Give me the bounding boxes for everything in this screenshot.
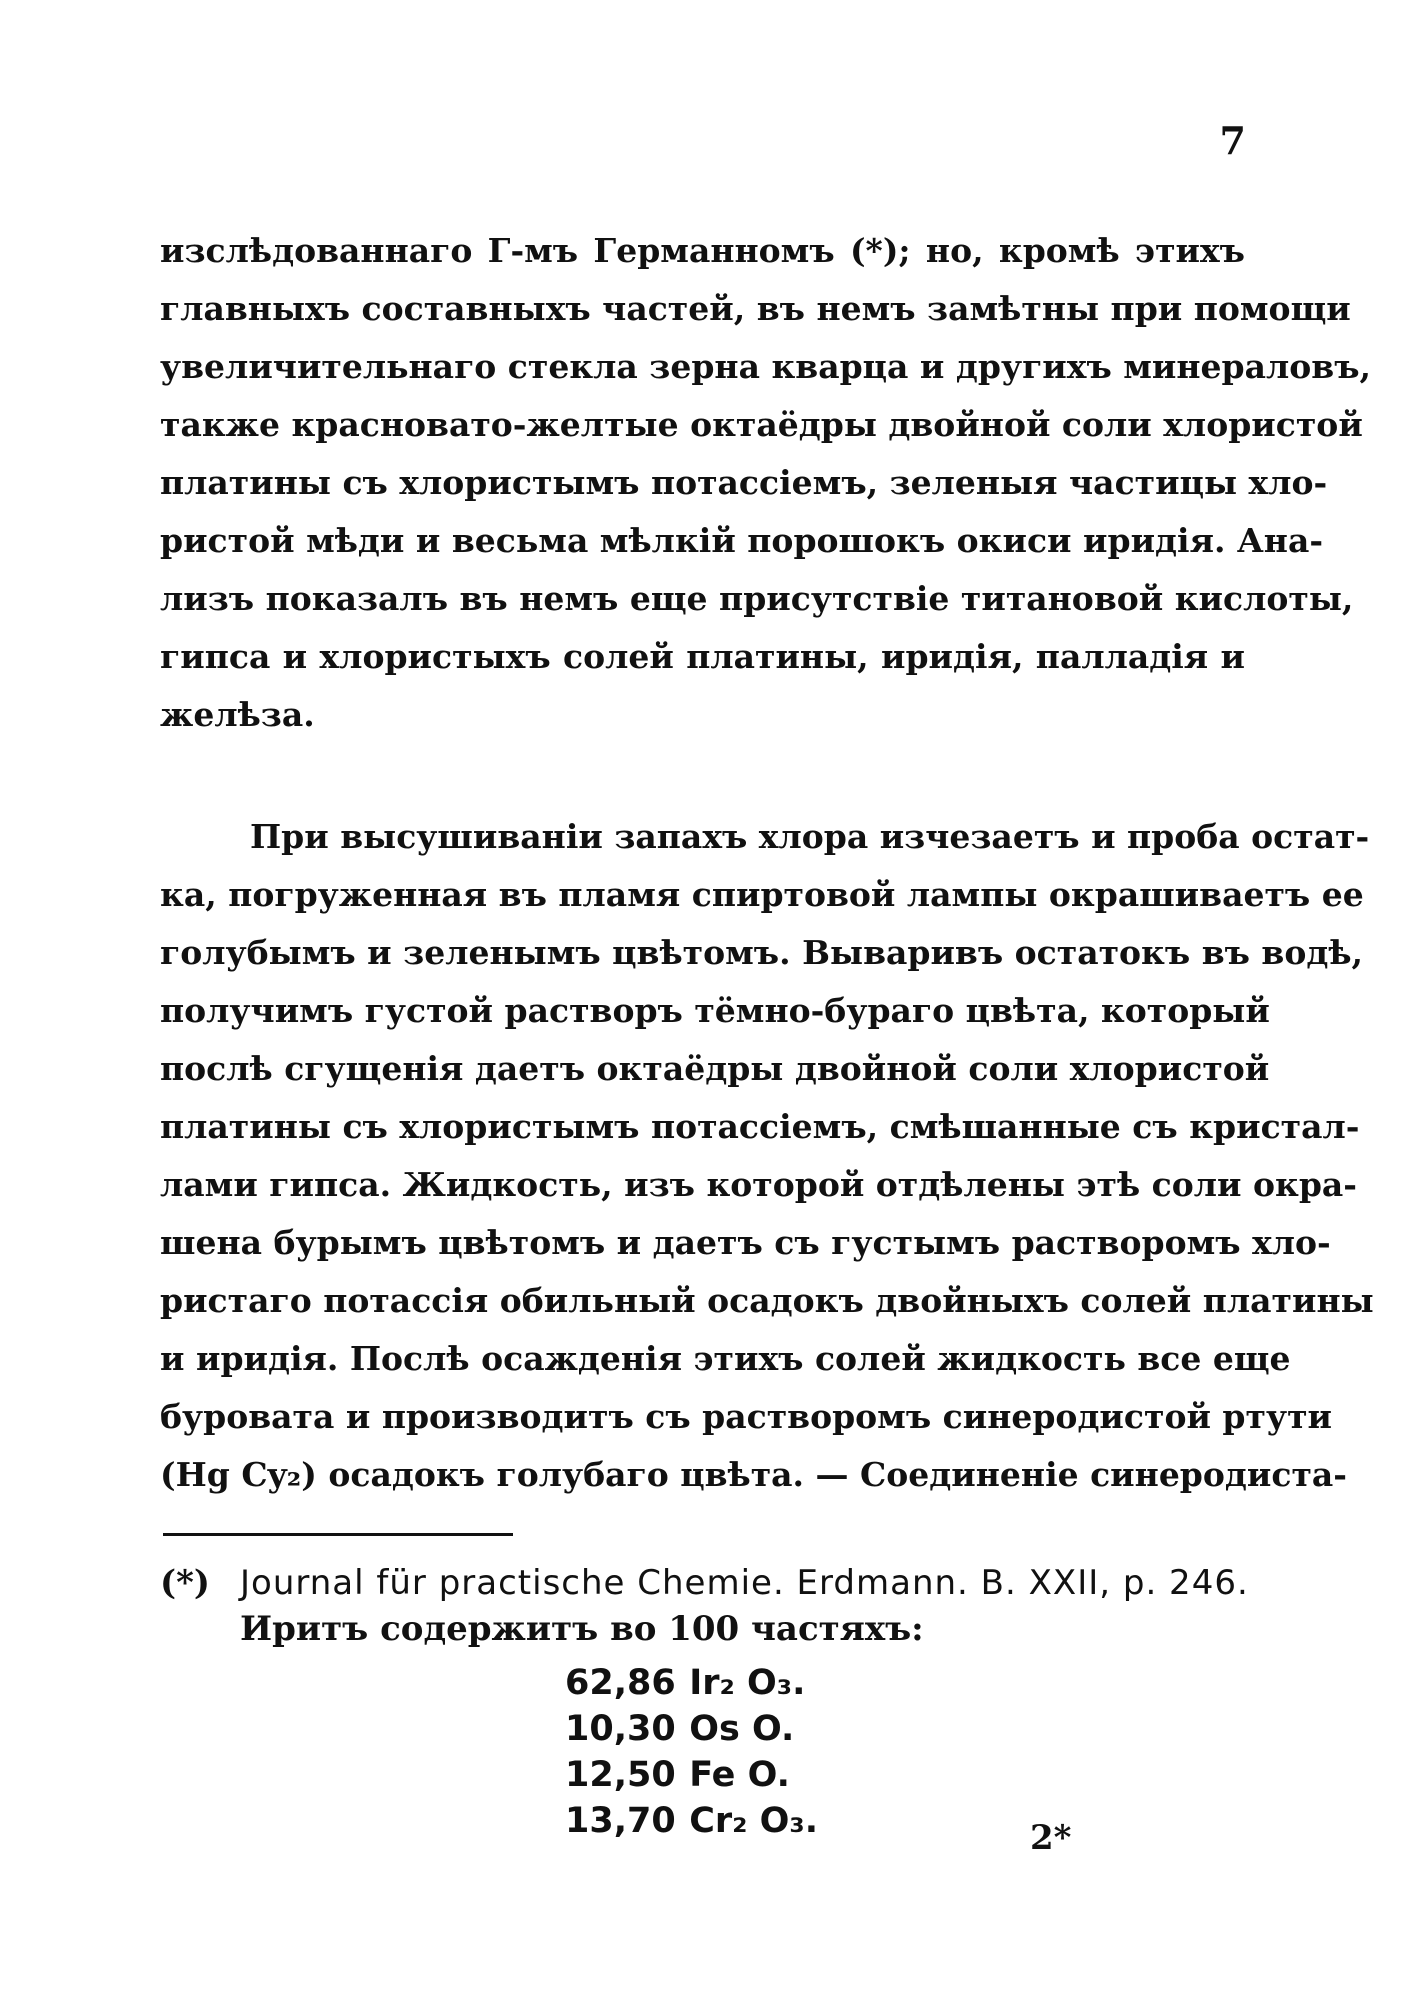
text-line: получимъ густой растворъ тёмно-бураго цвѣта, который [160,991,1270,1030]
paragraph-2 [160,808,1374,1504]
signature-mark: 2* [1030,1818,1072,1858]
text-line: шена бурымъ цвѣтомъ и даетъ съ густымъ растворомъ хло- [160,1223,1331,1262]
text-line: (Hg Cy₂) осадокъ голубаго цвѣта. — Соединеніе синеродиста- [160,1455,1347,1494]
text-line: главныхъ составныхъ частей, въ немъ замѣтны при помощи [160,289,1351,328]
composition-value: 13,70 [565,1801,676,1841]
text-line: ристаго потассія обильный осадокъ двойныхъ солей платины [160,1281,1374,1320]
text-line: ка, погруженная въ пламя спиртовой лампы окрашиваетъ ее [160,875,1364,914]
footnote-marker: (*) [160,1563,210,1603]
text-line: лами гипса. Жидкость, изъ которой отдѣлены этѣ соли окра- [160,1165,1358,1204]
composition-value: 12,50 [565,1755,676,1795]
composition-table [565,1660,818,1844]
text-line: При высушиваніи запахъ хлора изчезаетъ и проба остат- [250,817,1370,856]
footnote-intro: Иритъ содержитъ во 100 частяхъ: [240,1609,924,1649]
composition-formula: Cr₂ O₃. [689,1801,819,1841]
text-line: послѣ сгущенія даетъ октаëдры двойной соли хлористой [160,1049,1270,1088]
composition-value: 10,30 [565,1709,676,1749]
text-line: платины съ хлористымъ потассіемъ, зеленыя частицы хло- [160,463,1328,502]
text-line: увеличительнаго стекла зерна кварца и другихъ минераловъ, [160,347,1372,386]
composition-value: 62,86 [565,1663,676,1703]
composition-formula: Os O. [689,1709,795,1749]
footnote-divider [163,1533,513,1536]
text-line: буровата и производитъ съ растворомъ синеродистой ртути [160,1397,1332,1436]
page-number: 7 [1219,118,1246,163]
text-line: желѣза. [160,695,315,734]
text-line: лизъ показалъ въ немъ еще присутствіе титановой кислоты, [160,579,1354,618]
text-line: ристой мѣди и весьма мѣлкій порошокъ окиси иридія. Ана- [160,521,1324,560]
text-line: изслѣдованнаго Г-мъ Германномъ (*); но, кромѣ этихъ [160,231,1245,270]
text-line: гипса и хлористыхъ солей платины, иридія, палладія и [160,637,1245,676]
text-line: платины съ хлористымъ потассіемъ, смѣшанные съ кристал- [160,1107,1360,1146]
footnote-reference: Journal für practische Chemie. Erdmann. B. XXII, p. 246. [240,1563,1249,1603]
footnote [160,1560,1250,1652]
text-line: голубымъ и зеленымъ цвѣтомъ. Вываривъ остатокъ въ водѣ, [160,933,1364,972]
composition-row [565,1798,818,1844]
footnote-reference-line [160,1560,1250,1606]
paragraph-1 [160,222,1372,744]
composition-formula: Ir₂ O₃. [689,1663,806,1703]
composition-row [565,1752,818,1798]
text-line: также красновато-желтые октаëдры двойной соли хлористой [160,405,1363,444]
composition-row [565,1706,818,1752]
composition-formula: Fe O. [689,1755,790,1795]
text-line: и иридія. Послѣ осажденія этихъ солей жидкость все еще [160,1339,1291,1378]
composition-row [565,1660,818,1706]
